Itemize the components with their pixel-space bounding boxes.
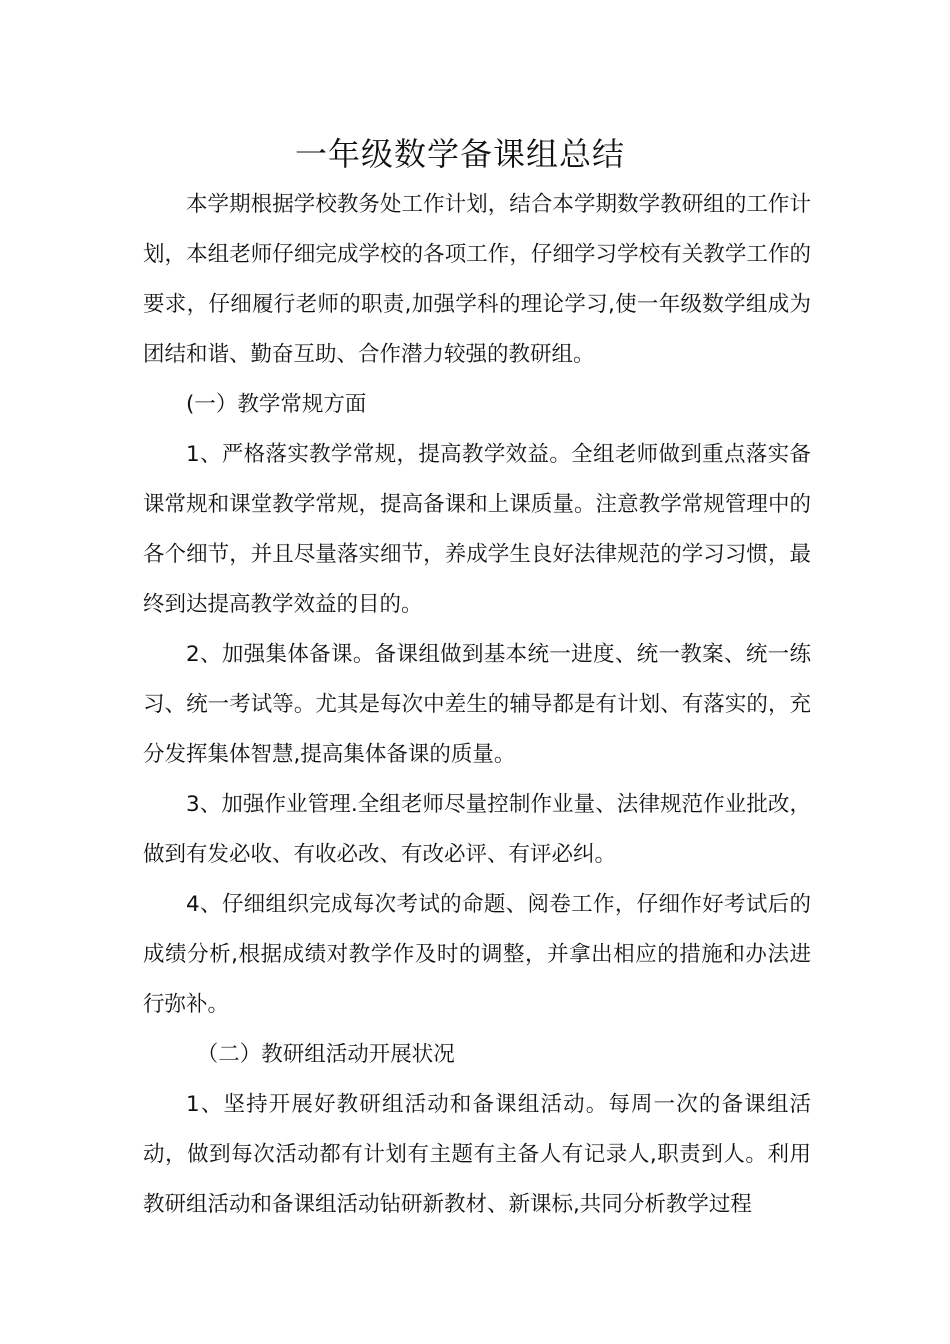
paragraph-intro: 本学期根据学校教务处工作计划，结合本学期数学教研组的工作计划，本组老师仔细完成学校的各项工作，仔细学习学校有关教学工作的要求，仔细履行老师的职责,加强学科的理论学习,使一年级数学组成为团结和谐、勤奋互助、合作潜力较强的教研组。 — [143, 192, 811, 367]
document-body — [143, 180, 811, 1230]
document-title: 一年级数学备课组总结 — [294, 135, 625, 173]
paragraph-item-4: 4、仔细组织完成每次考试的命题、阅卷工作，仔细作好考试后的成绩分析,根据成绩对教学作及时的调整，并拿出相应的措施和办法进行弥补。 — [143, 892, 811, 1017]
paragraph-item-1: 1、严格落实教学常规，提高教学效益。全组老师做到重点落实备课常规和课堂教学常规，提高备课和上课质量。注意教学常规管理中的各个细节，并且尽量落实细节，养成学生良好法律规范的学习习惯，最终到达提高教学效益的目的。 — [143, 442, 811, 617]
paragraph-item-2: 2、加强集体备课。备课组做到基本统一进度、统一教案、统一练习、统一考试等。尤其是每次中差生的辅导都是有计划、有落实的，充分发挥集体智慧,提高集体备课的质量。 — [143, 642, 811, 767]
section-heading-2: （二）教研组活动开展状况 — [196, 1042, 455, 1067]
section-heading-1: (一）教学常规方面 — [186, 392, 367, 417]
paragraph-item-5: 1、坚持开展好教研组活动和备课组活动。每周一次的备课组活动，做到每次活动都有计划有主题有主备人有记录人,职责到人。利用教研组活动和备课组活动钻研新教材、新课标,共同分析教学过程 — [143, 1092, 811, 1217]
paragraph-item-3: 3、加强作业管理.全组老师尽量控制作业量、法律规范作业批改，做到有发必收、有收必改、有改必评、有评必纠。 — [143, 792, 811, 867]
